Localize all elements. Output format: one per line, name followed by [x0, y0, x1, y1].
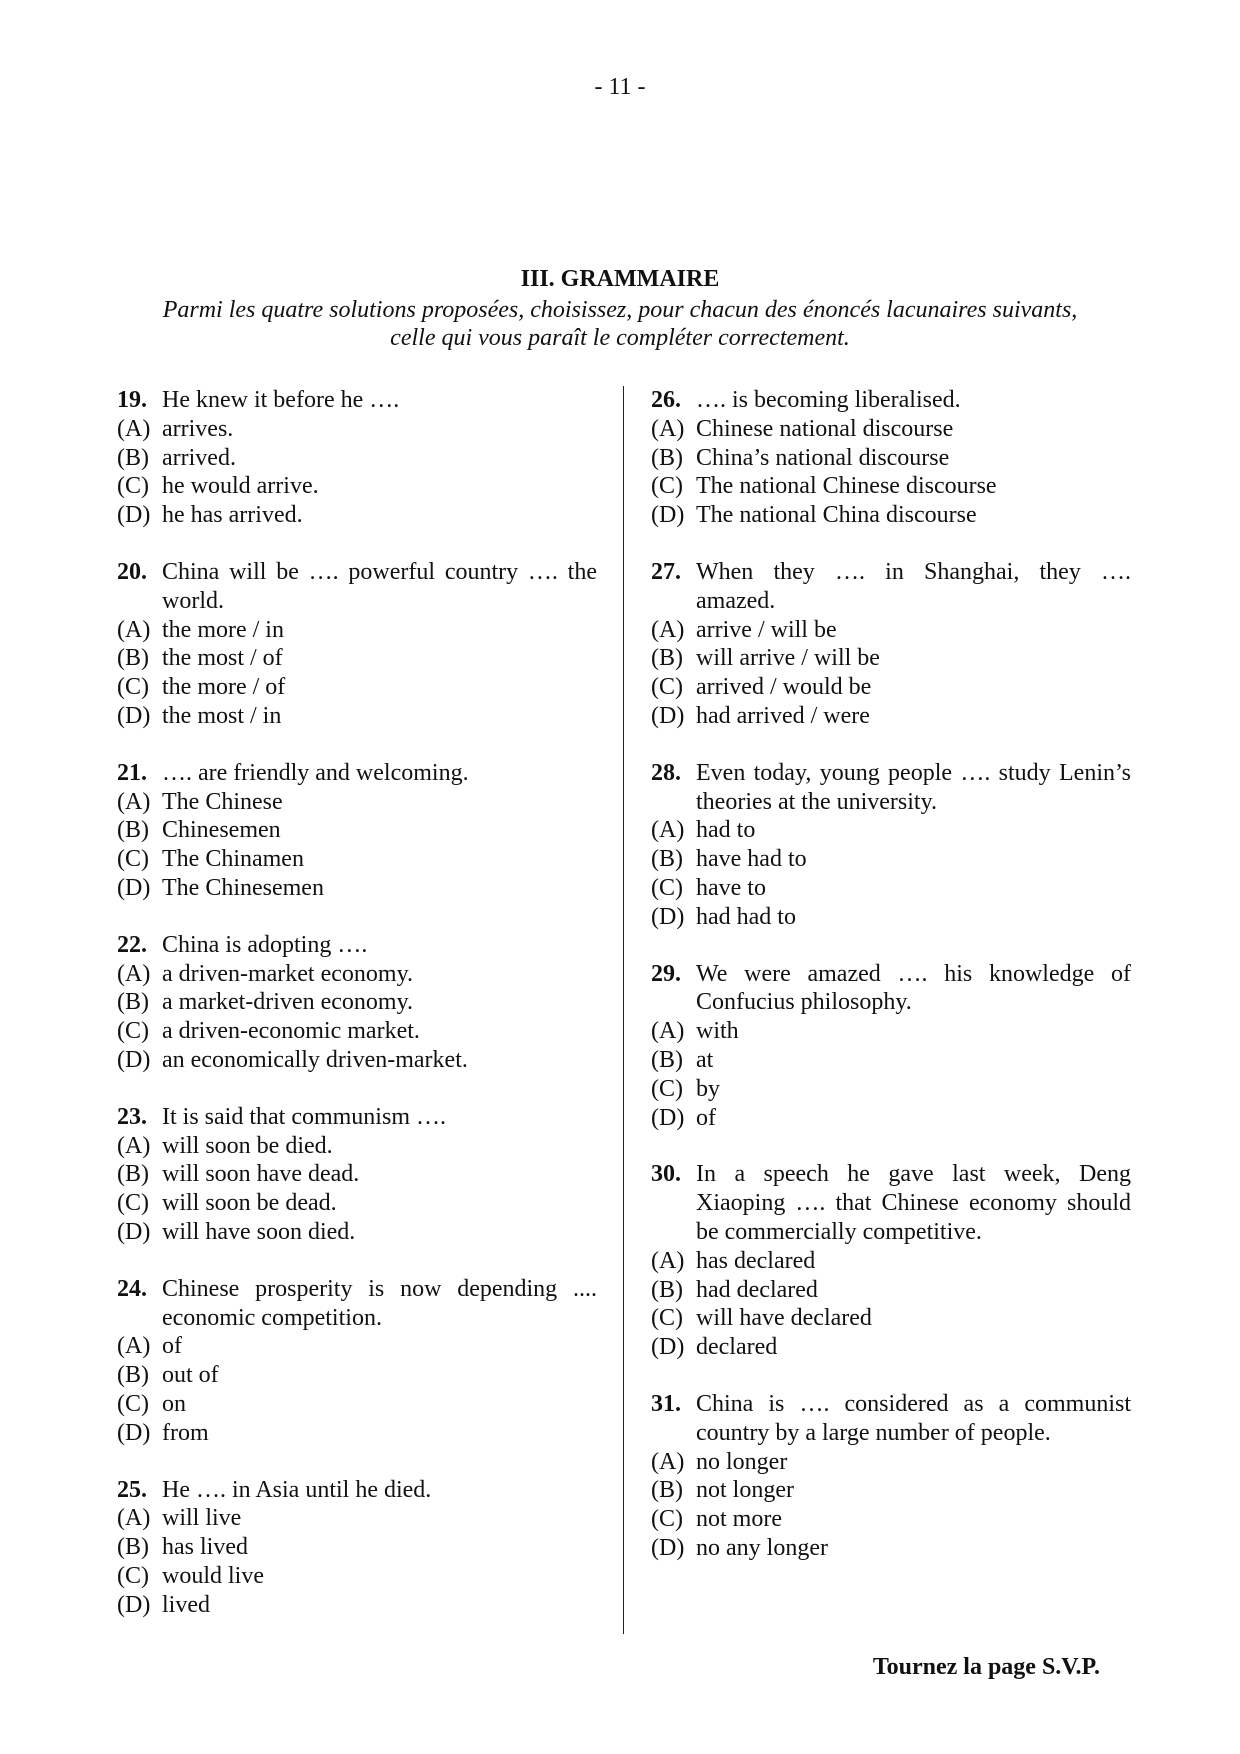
- option-text: will soon be died.: [162, 1132, 333, 1159]
- answer-option: [651, 845, 1131, 874]
- turn-page-note: Tournez la page S.V.P.: [872, 1654, 1100, 1680]
- question-text: We were amazed …. his knowledge of Confucius philosophy.: [696, 960, 1131, 1016]
- question-stem: [117, 1275, 597, 1333]
- answer-option: [117, 1361, 597, 1390]
- answer-option: [117, 415, 597, 444]
- option-label: (D): [651, 1334, 685, 1361]
- question-30: [651, 1160, 1131, 1362]
- option-text: by: [696, 1075, 720, 1102]
- question-number: 24.: [117, 1275, 147, 1302]
- instructions-line-1: Parmi les quatre solutions proposées, choisissez, pour chacun des énoncés lacunaires suivants,: [162, 297, 1078, 323]
- option-label: (A): [651, 817, 685, 844]
- option-text: he would arrive.: [162, 473, 319, 500]
- option-label: (A): [117, 960, 151, 987]
- option-label: (A): [651, 616, 685, 643]
- option-text: will arrive / will be: [696, 645, 880, 672]
- answer-option: [651, 816, 1131, 845]
- question-number: 26.: [651, 387, 681, 413]
- question-text: He …. in Asia until he died.: [162, 1476, 432, 1503]
- question-number: 21.: [117, 759, 147, 786]
- answer-option: [651, 444, 1131, 473]
- option-text: will live: [162, 1505, 242, 1532]
- question-number: 19.: [117, 387, 147, 413]
- answer-option: [117, 1017, 597, 1046]
- option-text: have had to: [696, 846, 807, 873]
- answer-option: [651, 1505, 1131, 1534]
- option-text: of: [162, 1333, 182, 1360]
- question-text: Even today, young people …. study Lenin’s theories at the university.: [696, 759, 1131, 815]
- question-text: He knew it before he ….: [162, 387, 400, 413]
- option-label: (B): [117, 989, 149, 1016]
- option-label: (D): [651, 1534, 685, 1561]
- option-label: (A): [117, 616, 151, 643]
- question-text: China is adopting ….: [162, 931, 368, 958]
- option-label: (C): [117, 1190, 149, 1217]
- question-21: [117, 759, 597, 903]
- question-19: [117, 386, 597, 530]
- answer-option: [117, 444, 597, 473]
- option-label: (B): [117, 1362, 149, 1389]
- option-label: (D): [117, 702, 151, 729]
- option-label: (C): [117, 473, 149, 500]
- option-text: not more: [696, 1506, 782, 1533]
- answer-option: [117, 616, 597, 645]
- question-text: It is said that communism ….: [162, 1103, 446, 1130]
- question-text: …. are friendly and welcoming.: [162, 759, 469, 786]
- question-stem: [117, 1476, 597, 1505]
- answer-option: [651, 702, 1131, 731]
- answer-option: [651, 1247, 1131, 1276]
- option-label: (A): [117, 415, 151, 442]
- option-label: (D): [117, 502, 151, 529]
- option-label: (C): [651, 674, 683, 701]
- answer-option: [117, 644, 597, 673]
- question-20: [117, 558, 597, 731]
- question-text: China is …. considered as a communist country by a large number of people.: [696, 1390, 1131, 1446]
- option-text: at: [696, 1046, 714, 1073]
- answer-option: [117, 988, 597, 1017]
- answer-option: [651, 1017, 1131, 1046]
- option-text: Chinesemen: [162, 817, 281, 844]
- answer-option: [117, 960, 597, 989]
- question-number: 30.: [651, 1161, 681, 1188]
- left-question-column: [117, 386, 597, 1647]
- option-text: he has arrived.: [162, 502, 303, 529]
- option-label: (D): [117, 874, 151, 901]
- option-label: (B): [651, 1046, 683, 1073]
- answer-option: [117, 501, 597, 530]
- option-label: (B): [651, 1276, 683, 1303]
- question-29: [651, 960, 1131, 1133]
- answer-option: [117, 1132, 597, 1161]
- option-text: the more / of: [162, 674, 286, 701]
- option-text: would live: [162, 1562, 264, 1589]
- option-text: has lived: [162, 1534, 248, 1561]
- option-text: the most / in: [162, 702, 282, 729]
- answer-option: [651, 673, 1131, 702]
- option-text: China’s national discourse: [696, 444, 950, 471]
- answer-option: [651, 1104, 1131, 1133]
- question-stem: [651, 386, 1131, 415]
- option-label: (A): [117, 788, 151, 815]
- option-text: The Chinesemen: [162, 874, 324, 901]
- answer-option: [117, 472, 597, 501]
- answer-option: [117, 1160, 597, 1189]
- option-text: on: [162, 1390, 186, 1417]
- page-number: - 11 -: [594, 74, 646, 100]
- question-text: Chinese prosperity is now depending .... economic competition.: [162, 1275, 597, 1331]
- option-label: (A): [117, 1505, 151, 1532]
- answer-option: [117, 1189, 597, 1218]
- option-text: a driven-economic market.: [162, 1018, 420, 1045]
- answer-option: [117, 702, 597, 731]
- option-label: (A): [651, 415, 685, 442]
- question-31: [651, 1390, 1131, 1563]
- answer-option: [651, 1046, 1131, 1075]
- option-label: (B): [117, 444, 149, 471]
- question-number: 31.: [651, 1390, 681, 1417]
- option-text: the most / of: [162, 645, 283, 672]
- answer-option: [117, 874, 597, 903]
- question-number: 20.: [117, 558, 147, 585]
- question-number: 28.: [651, 759, 681, 786]
- option-label: (C): [117, 1018, 149, 1045]
- answer-option: [651, 616, 1131, 645]
- answer-option: [651, 1276, 1131, 1305]
- question-stem: [651, 1160, 1131, 1246]
- question-text: In a speech he gave last week, Deng Xiaoping …. that Chinese economy should be commercially competitive.: [696, 1161, 1131, 1245]
- question-text: …. is becoming liberalised.: [696, 387, 961, 413]
- option-label: (A): [651, 1247, 685, 1274]
- section-instructions: [120, 296, 1120, 352]
- answer-option: [117, 1332, 597, 1361]
- question-stem: [651, 558, 1131, 616]
- question-number: 27.: [651, 558, 681, 585]
- answer-option: [651, 1333, 1131, 1362]
- option-text: Chinese national discourse: [696, 415, 954, 442]
- question-24: [117, 1275, 597, 1448]
- option-text: out of: [162, 1362, 219, 1389]
- question-number: 22.: [117, 931, 147, 958]
- question-28: [651, 759, 1131, 932]
- column-divider: [623, 386, 624, 1634]
- option-label: (B): [651, 1477, 683, 1504]
- answer-option: [651, 1476, 1131, 1505]
- question-number: 29.: [651, 960, 681, 987]
- option-label: (C): [117, 674, 149, 701]
- option-label: (A): [117, 1333, 151, 1360]
- option-label: (C): [117, 1562, 149, 1589]
- instructions-line-2: celle qui vous paraît le compléter correctement.: [390, 325, 850, 351]
- option-label: (C): [651, 473, 683, 500]
- option-label: (C): [651, 1075, 683, 1102]
- option-text: will soon have dead.: [162, 1161, 360, 1188]
- question-stem: [117, 558, 597, 616]
- answer-option: [117, 673, 597, 702]
- option-text: arrives.: [162, 415, 234, 442]
- option-label: (B): [651, 444, 683, 471]
- option-text: with: [696, 1018, 739, 1045]
- option-label: (D): [117, 1419, 151, 1446]
- option-text: had arrived / were: [696, 702, 870, 729]
- option-label: (C): [117, 846, 149, 873]
- option-label: (D): [651, 502, 685, 529]
- answer-option: [117, 1419, 597, 1448]
- option-text: has declared: [696, 1247, 816, 1274]
- option-text: no any longer: [696, 1534, 828, 1561]
- question-23: [117, 1103, 597, 1247]
- option-label: (D): [117, 1218, 151, 1245]
- option-label: (C): [117, 1390, 149, 1417]
- answer-option: [651, 874, 1131, 903]
- option-label: (B): [117, 1534, 149, 1561]
- option-label: (D): [117, 1591, 151, 1618]
- option-text: had had to: [696, 903, 796, 930]
- section-heading: III. GRAMMAIRE: [520, 266, 720, 292]
- answer-option: [117, 1046, 597, 1075]
- answer-option: [651, 472, 1131, 501]
- option-text: The national China discourse: [696, 502, 977, 529]
- option-label: (C): [651, 874, 683, 901]
- option-text: have to: [696, 874, 766, 901]
- option-label: (D): [117, 1046, 151, 1073]
- option-text: arrived / would be: [696, 674, 872, 701]
- question-27: [651, 558, 1131, 731]
- option-label: (B): [117, 645, 149, 672]
- answer-option: [117, 1390, 597, 1419]
- option-text: The Chinamen: [162, 846, 304, 873]
- answer-option: [117, 816, 597, 845]
- option-text: the more / in: [162, 616, 284, 643]
- answer-option: [651, 1075, 1131, 1104]
- option-text: The Chinese: [162, 788, 283, 815]
- option-label: (C): [651, 1506, 683, 1533]
- answer-option: [651, 1304, 1131, 1333]
- option-label: (A): [651, 1018, 685, 1045]
- answer-option: [117, 1562, 597, 1591]
- answer-option: [117, 845, 597, 874]
- option-text: an economically driven-market.: [162, 1046, 468, 1073]
- question-stem: [117, 759, 597, 788]
- option-text: arrived.: [162, 444, 236, 471]
- question-25: [117, 1476, 597, 1620]
- option-text: not longer: [696, 1477, 794, 1504]
- option-text: from: [162, 1419, 209, 1446]
- option-text: had declared: [696, 1276, 818, 1303]
- answer-option: [117, 1591, 597, 1620]
- question-stem: [117, 931, 597, 960]
- option-text: will have soon died.: [162, 1218, 356, 1245]
- option-text: no longer: [696, 1448, 788, 1475]
- answer-option: [651, 1534, 1131, 1563]
- option-text: declared: [696, 1334, 778, 1361]
- option-label: (B): [651, 846, 683, 873]
- question-stem: [117, 1103, 597, 1132]
- answer-option: [651, 644, 1131, 673]
- question-22: [117, 931, 597, 1075]
- option-text: a driven-market economy.: [162, 960, 414, 987]
- answer-option: [651, 1448, 1131, 1477]
- option-label: (D): [651, 702, 685, 729]
- question-stem: [117, 386, 597, 415]
- question-stem: [651, 759, 1131, 817]
- answer-option: [117, 1533, 597, 1562]
- question-number: 23.: [117, 1103, 147, 1130]
- answer-option: [117, 788, 597, 817]
- question-stem: [651, 1390, 1131, 1448]
- right-question-column: [651, 386, 1131, 1591]
- question-number: 25.: [117, 1476, 147, 1503]
- answer-option: [117, 1218, 597, 1247]
- option-label: (D): [651, 903, 685, 930]
- option-label: (C): [651, 1305, 683, 1332]
- question-26: [651, 386, 1131, 530]
- option-label: (B): [117, 1161, 149, 1188]
- option-text: had to: [696, 817, 756, 844]
- option-label: (B): [651, 645, 683, 672]
- option-label: (B): [117, 817, 149, 844]
- option-text: a market-driven economy.: [162, 989, 414, 1016]
- answer-option: [117, 1504, 597, 1533]
- option-text: will soon be dead.: [162, 1190, 337, 1217]
- answer-option: [651, 415, 1131, 444]
- question-text: When they …. in Shanghai, they …. amazed.: [696, 558, 1131, 614]
- option-text: The national Chinese discourse: [696, 473, 997, 500]
- answer-option: [651, 501, 1131, 530]
- option-text: will have declared: [696, 1305, 872, 1332]
- answer-option: [651, 903, 1131, 932]
- option-label: (A): [117, 1132, 151, 1159]
- option-label: (D): [651, 1104, 685, 1131]
- option-text: arrive / will be: [696, 616, 837, 643]
- question-stem: [651, 960, 1131, 1018]
- option-text: of: [696, 1104, 716, 1131]
- option-label: (A): [651, 1448, 685, 1475]
- option-text: lived: [162, 1591, 210, 1618]
- question-text: China will be …. powerful country …. the world.: [162, 558, 597, 614]
